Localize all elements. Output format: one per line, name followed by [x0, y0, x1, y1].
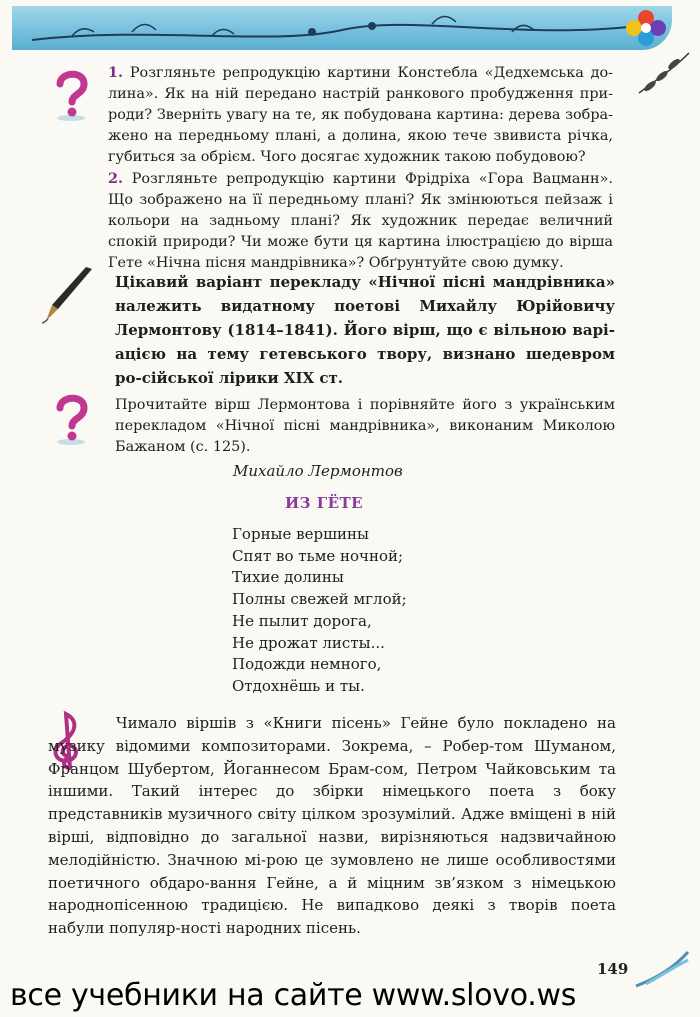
- music-paragraph: [48, 712, 616, 940]
- music-text: Чимало віршів з «Книги пісень» Гейне було покладено на музику відомими композиторами. Зокрема, – Робер-том Шуманом, Францом Шубертом, Йоганнесом Брам-сом, Петром Чайковським та іншими. Такий інтерес до збірки німецького поета з боку представників музичного світу цілком зрозумілий. Адже вміщені в ній вірші, відповідно до загальної назви, вирізняються надзвичайною мелодійністю. Значною мі-рою це зумовлено не лише особливостями поетичного обдаро-вання Гейне, а й міцним зв’язком з німецькою народнопісенною традицією. Не випадково деякі з творів поета набули популяр-ності народних пісень.: [48, 714, 616, 938]
- poem-line: Полны свежей мглой;: [232, 590, 407, 609]
- poem-line: Спят во тьме ночной;: [232, 546, 404, 565]
- fountain-pen-icon: [40, 265, 96, 325]
- info-block: [115, 270, 615, 390]
- info-text-part2: Його вірш, що є вільною варі-ацією на тему гетевського твору, визнано шедевром ро-сійської лірики XIX ст.: [115, 321, 615, 387]
- poem-line: Отдохнёшь и ты.: [232, 676, 365, 695]
- task-block: [115, 395, 615, 458]
- poem-line: Тихие долины: [232, 568, 344, 587]
- banner-ornament: [12, 6, 672, 50]
- question-1-text: Розгляньте репродукцію картини Констебла «Дедхемська до-лина». Як на ній передано настрій ранкового пробудження при-роди? Зверніть увагу на те, як побудована картина: дерева зобра-жено на передньому плані, а долина, якою тече звивиста річка, губиться за обрієм. Чого досягає художник такою побудовою?: [108, 65, 614, 165]
- poem-line: Подожди немного,: [232, 655, 382, 674]
- questions-block: [108, 62, 613, 274]
- page-number: 149: [597, 960, 629, 978]
- question-mark-icon: [52, 392, 90, 446]
- leaf-branch-icon: [634, 48, 694, 98]
- poet-name: Михайлу Юрійовичу Лермонтову (1814–1841).: [115, 297, 616, 339]
- question-2-text: Розгляньте репродукцію картини Фрідріха «Гора Вацманн». Що зображено на її передньому плані? Як змінюються пейзаж і кольори на задньому плані? Як художник передає величний спокій природи? Чи може бути ця картина ілюстрацією до вірша Гете «Нічна пісня мандрівника»? Обґрунтуйте свою думку.: [108, 171, 613, 271]
- question-mark-icon: [52, 68, 90, 122]
- poem-line: Не дрожат листы...: [232, 633, 385, 652]
- question-2-number: 2.: [108, 170, 124, 187]
- poem-title: ИЗ ГЁТЕ: [285, 494, 364, 512]
- task-text: Прочитайте вірш Лермонтова і порівняйте його з українським перекладом «Нічної пісні мандрівника», виконаним Миколою Бажаном (с. 125).: [115, 397, 615, 455]
- top-banner: [12, 6, 672, 50]
- poem-author: Михайло Лермонтов: [233, 462, 403, 480]
- poem-line: Горные вершины: [232, 525, 369, 543]
- poem-text: [232, 524, 407, 698]
- info-text-part1: Цікавий варіант перекладу «Нічної пісні мандрівника» належить видатному поетові: [115, 273, 615, 315]
- question-1-number: 1.: [108, 64, 124, 81]
- flower-icon: [622, 6, 670, 50]
- footer-watermark-text: все учебники на сайте www.slovo.ws: [10, 978, 577, 1013]
- poem-line: Не пылит дорога,: [232, 611, 372, 630]
